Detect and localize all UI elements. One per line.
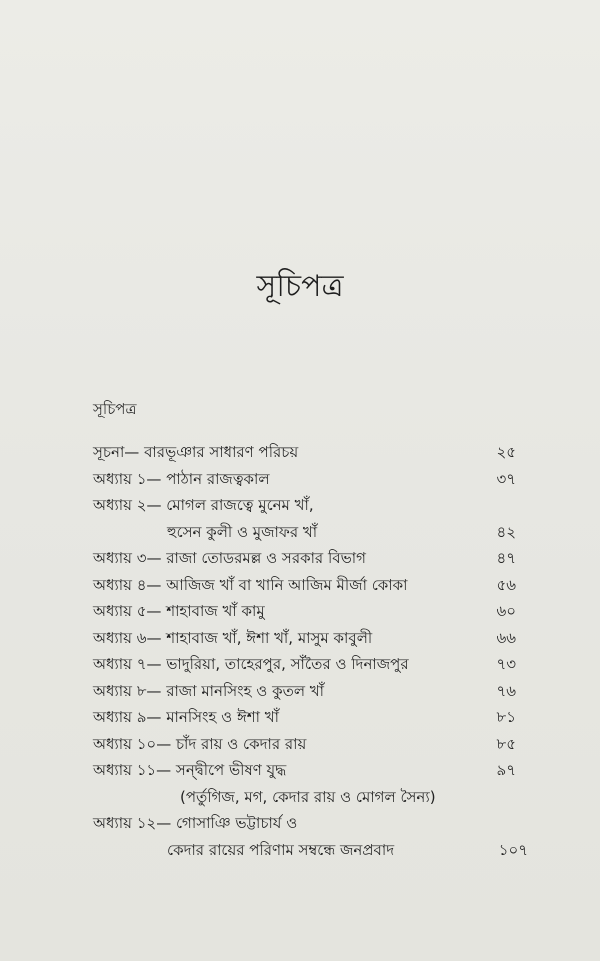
toc-entry-page: ৮১	[496, 708, 516, 726]
toc-entry-page: ৮৫	[496, 734, 516, 753]
toc-entry-title: হুসেন কুলী ও মুজাফর খাঁ	[167, 522, 318, 541]
toc-entry-page: ৪৭	[496, 549, 516, 567]
toc-entry	[93, 492, 518, 519]
page-title: সূচিপত্র	[256, 269, 344, 304]
toc-entry	[93, 598, 518, 625]
toc-entry-title: অধ্যায় ৮— রাজা মানসিংহ ও কুতল খাঁ	[93, 681, 324, 700]
toc-entry-page: ৪২	[496, 522, 516, 541]
toc-entry-title: অধ্যায় ১— পাঠান রাজত্বকাল	[93, 469, 270, 488]
section-label: সূচিপত্র	[93, 400, 137, 418]
toc-entry-title: কেদার রায়ের পরিণাম সম্বন্ধে জনপ্রবাদ	[167, 840, 395, 859]
toc-entry-title: অধ্যায় ৯— মানসিংহ ও ঈশা খাঁ	[93, 708, 279, 726]
toc-entry	[93, 439, 518, 466]
toc-entry	[93, 757, 518, 784]
toc-entry	[93, 545, 518, 572]
toc-entry-page: ৬০	[496, 602, 516, 620]
toc-entry	[93, 704, 518, 731]
toc-entry	[93, 625, 518, 652]
toc-entry-title: অধ্যায় ৪— আজিজ খাঁ বা খানি আজিম মীর্জা কোকা	[93, 575, 408, 594]
toc-entry	[93, 466, 518, 493]
toc-entry-page: ৩৭	[496, 469, 516, 488]
toc-entry-title: অধ্যায় ৭— ভাদুরিয়া, তাহেরপুর, সাঁতৈর ও দিনাজপুর	[93, 655, 409, 673]
toc-entry-page: ৯৭	[496, 761, 516, 779]
toc-entry	[93, 731, 518, 758]
toc-entry-title: (পর্তুগিজ, মগ, কেদার রায় ও মোগল সৈন্য)	[180, 787, 436, 806]
toc-entry	[93, 572, 518, 599]
toc-entry-continuation	[93, 837, 528, 864]
toc-entry	[93, 678, 518, 705]
toc-entry-page: ৭৬	[496, 681, 516, 700]
toc-entry-page: ১০৭	[498, 840, 528, 859]
toc-entry-title: অধ্যায় ১১— সন্দ্বীপে ভীষণ যুদ্ধ	[93, 761, 287, 779]
toc-entry-title: অধ্যায় ২— মোগল রাজত্বে মুনেম খাঁ,	[93, 496, 314, 514]
toc-entry-page: ৬৬	[496, 628, 516, 647]
toc-entry	[93, 810, 518, 837]
table-of-contents	[93, 439, 528, 863]
toc-entry-continuation	[93, 519, 518, 546]
toc-entry-page: ৭৩	[496, 655, 516, 673]
toc-entry-page: ২৫	[496, 443, 516, 461]
toc-entry-title: অধ্যায় ১২— গোসাঞি ভট্টাচার্য ও	[93, 814, 298, 832]
toc-entry-title: অধ্যায় ৩— রাজা তোডরমল্ল ও সরকার বিভাগ	[93, 549, 366, 567]
toc-entry-title: অধ্যায় ৫— শাহাবাজ খাঁ কামু	[93, 602, 265, 620]
toc-entry-title: অধ্যায় ৬— শাহাবাজ খাঁ, ঈশা খাঁ, মাসুম কাবুলী	[93, 628, 373, 647]
toc-entry-page: ৫৬	[496, 575, 516, 594]
toc-entry-title: অধ্যায় ১০— চাঁদ রায় ও কেদার রায়	[93, 734, 307, 753]
toc-entry-title: সূচনা— বারভূঞার সাধারণ পরিচয়	[93, 443, 299, 461]
toc-entry	[93, 651, 518, 678]
toc-entry-note	[93, 784, 518, 811]
